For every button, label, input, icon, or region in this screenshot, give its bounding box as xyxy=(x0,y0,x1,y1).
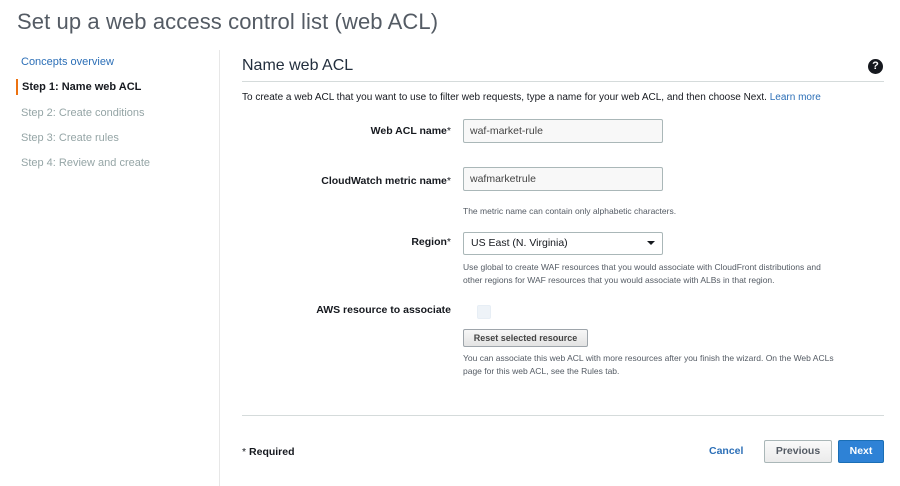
metric-name-help: The metric name can contain only alphabetic characters. xyxy=(463,206,677,216)
region-label-text: Region xyxy=(411,236,447,248)
reset-selected-resource-button[interactable]: Reset selected resource xyxy=(463,329,588,347)
next-button[interactable]: Next xyxy=(838,440,884,463)
metric-name-required-mark: * xyxy=(446,175,451,187)
nav-item-step-4: Step 4: Review and create xyxy=(21,157,151,169)
intro-sentence: To create a web ACL that you want to use to filter web requests, type a name for your web ACL, and then choose Next. xyxy=(242,92,767,103)
resource-help-line-2: page for this web ACL, see the Rules tab. xyxy=(463,366,620,376)
section-header xyxy=(242,57,884,82)
resource-label: AWS resource to associate xyxy=(316,304,451,316)
wizard-nav xyxy=(16,50,220,486)
metric-name-input[interactable] xyxy=(463,167,663,191)
learn-more-link[interactable]: Learn more xyxy=(769,92,821,103)
help-icon[interactable]: ? xyxy=(868,59,883,74)
acl-name-label-text: Web ACL name xyxy=(370,125,447,137)
nav-item-step-1[interactable]: Step 1: Name web ACL xyxy=(16,79,141,95)
footer-divider xyxy=(242,415,884,416)
intro-text xyxy=(242,92,821,103)
main-content xyxy=(242,50,884,486)
resource-help-line-1: You can associate this web ACL with more resources after you finish the wizard. On the Web ACLs xyxy=(463,353,834,363)
region-required-mark: * xyxy=(446,236,451,248)
acl-name-label xyxy=(371,125,451,137)
nav-item-step-2: Step 2: Create conditions xyxy=(21,107,145,119)
chevron-down-icon xyxy=(647,241,655,245)
section-title: Name web ACL xyxy=(242,57,354,74)
metric-name-label-text: CloudWatch metric name xyxy=(321,175,447,187)
previous-button[interactable]: Previous xyxy=(764,440,832,463)
required-note xyxy=(242,446,295,458)
region-select-value: US East (N. Virginia) xyxy=(471,237,568,249)
acl-name-required-mark: * xyxy=(446,125,451,137)
nav-item-concepts-overview[interactable]: Concepts overview xyxy=(21,56,114,68)
region-help-line-1: Use global to create WAF resources that you would associate with CloudFront distributions and xyxy=(463,262,821,272)
nav-item-step-3: Step 3: Create rules xyxy=(21,132,119,144)
page-title: Set up a web access control list (web ACL) xyxy=(17,9,439,34)
cancel-button[interactable]: Cancel xyxy=(709,445,744,457)
required-note-mark: * xyxy=(242,446,247,458)
region-help-line-2: other regions for WAF resources that you would associate with ALBs in that region. xyxy=(463,275,775,285)
region-label xyxy=(411,236,451,248)
resource-checkbox[interactable] xyxy=(477,305,491,319)
region-select[interactable] xyxy=(463,232,663,255)
metric-name-label xyxy=(321,175,451,187)
acl-name-input[interactable] xyxy=(463,119,663,143)
required-note-text: Required xyxy=(249,446,295,458)
